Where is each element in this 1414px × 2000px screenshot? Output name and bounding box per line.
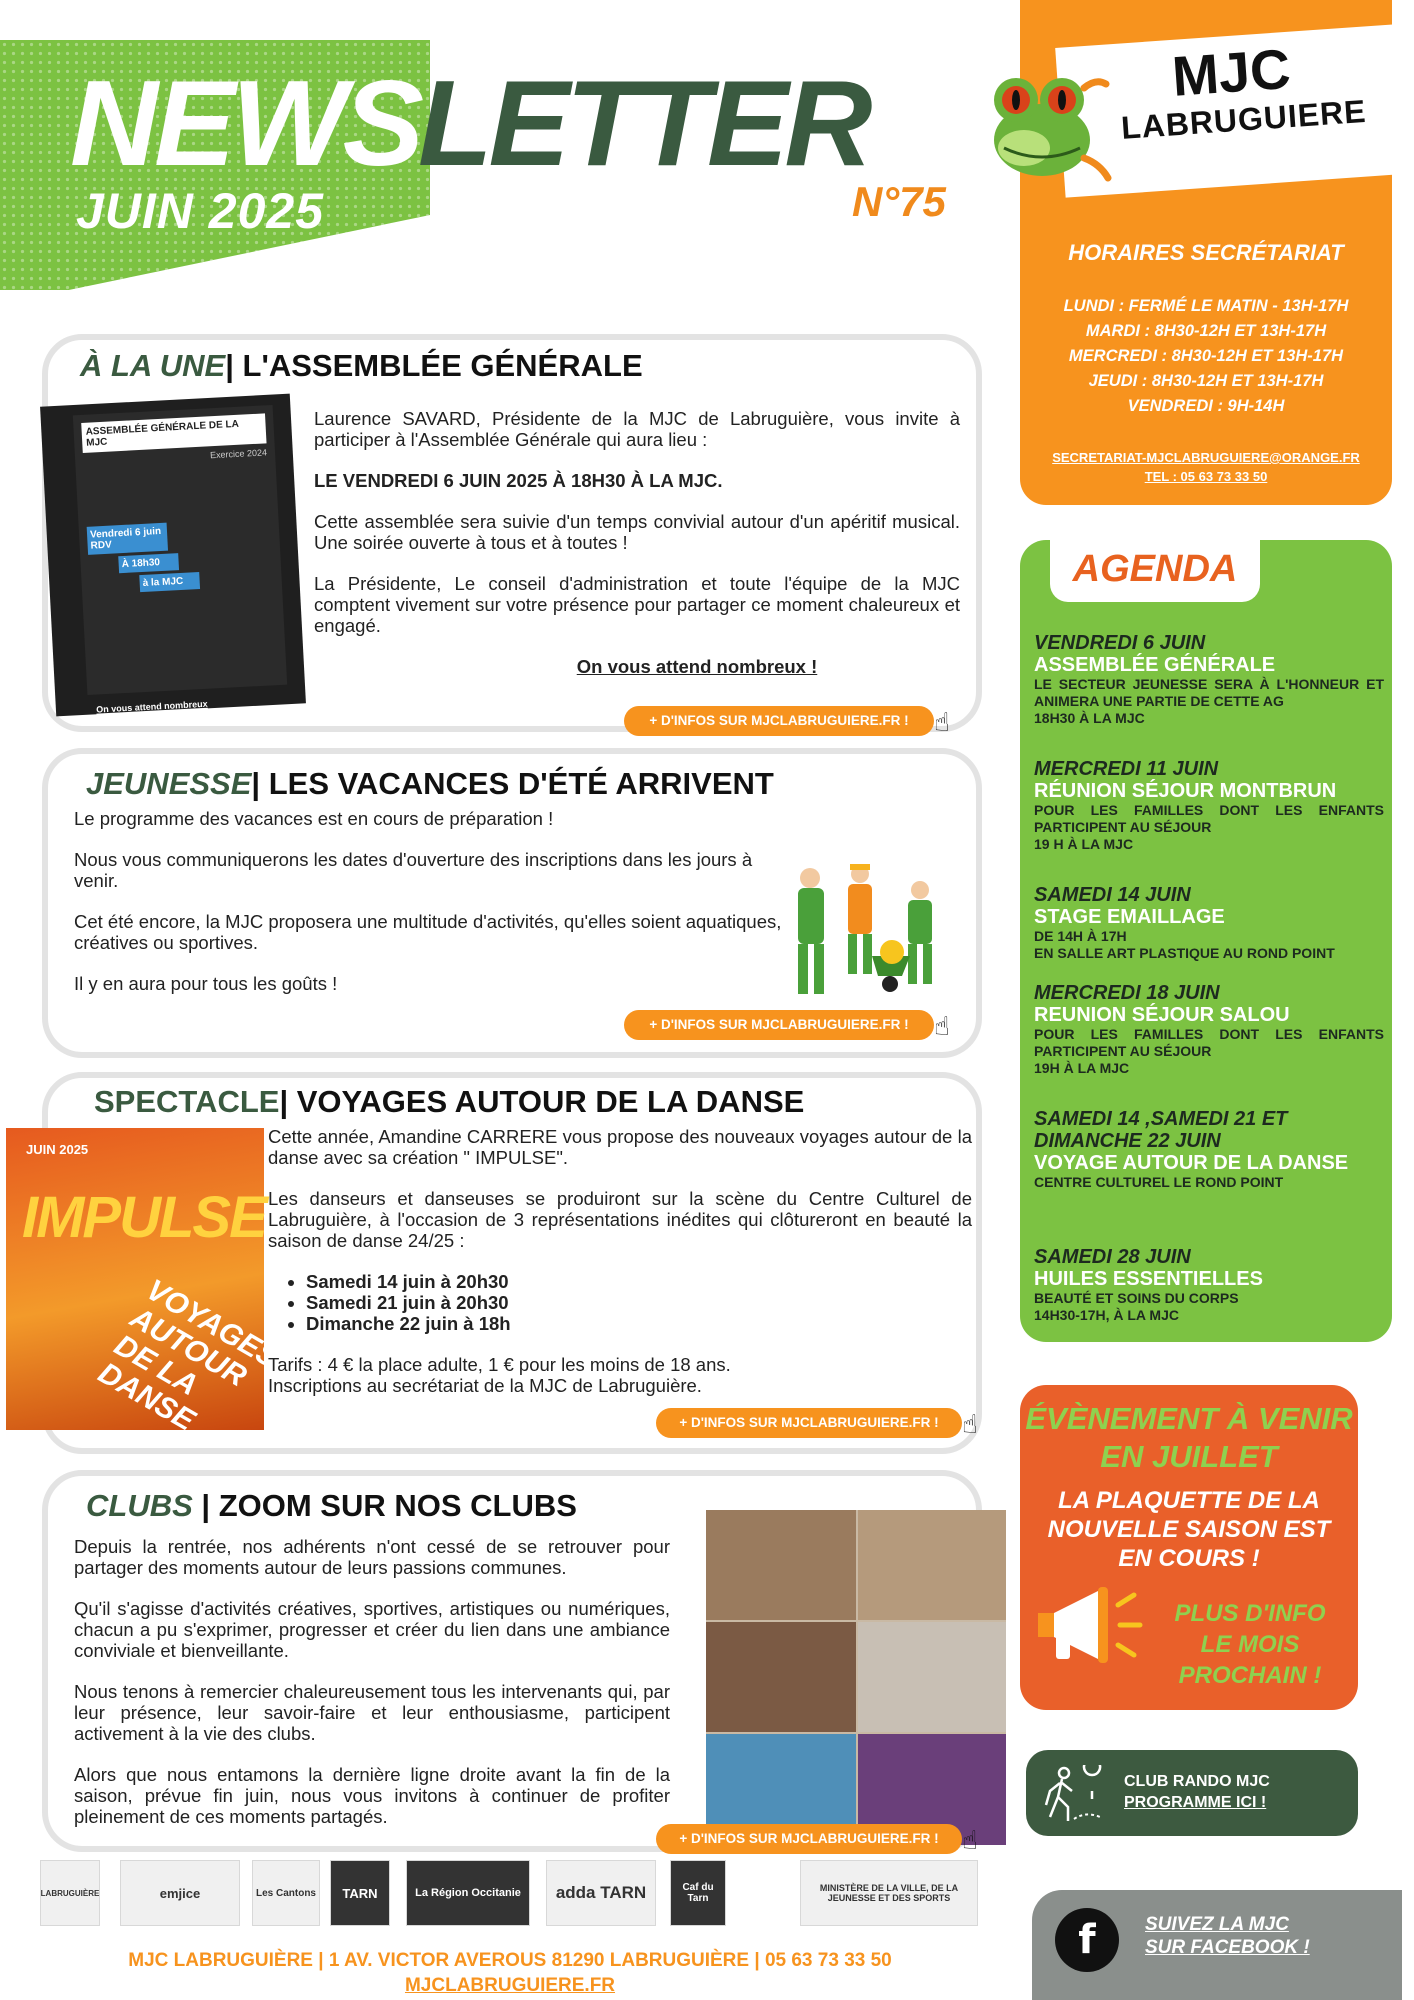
hours-line: JEUDI : 8H30-12H ET 13H-17H	[1088, 372, 1324, 390]
hours-line: MARDI : 8H30-12H ET 13H-17H	[1085, 322, 1327, 340]
megaphone-icon	[1030, 1575, 1150, 1675]
agenda-item-time: EN SALLE ART PLASTIQUE AU ROND POINT	[1034, 945, 1335, 961]
poster-name: IMPULSE	[22, 1185, 266, 1250]
paragraph: Nous tenons à remercier chaleureusement tous les intervenants qui, par leur présence, leur savoir-faire et leur enthousiasme, participent activement à la vie des clubs.	[74, 1681, 670, 1744]
agenda-item-time: 18H30 À LA MJC	[1034, 710, 1145, 726]
paragraph: Depuis la rentrée, nos adhérents n'ont cessé de se retrouver pour partager des moments autour de leurs passions communes.	[74, 1536, 670, 1578]
show-date: • Dimanche 22 juin à 18h	[306, 1313, 972, 1334]
facebook-link-line[interactable]: SUIVEZ LA MJC	[1145, 1914, 1289, 1935]
agenda-item-date: MERCREDI 11 JUIN	[1034, 758, 1219, 780]
secretariat-phone-link[interactable]: TEL : 05 63 73 33 50	[1144, 469, 1268, 484]
partner-logo: Les Cantons	[252, 1860, 320, 1926]
agenda-item-date: SAMEDI 28 JUIN	[1034, 1246, 1191, 1268]
partner-logo: LABRUGUIÈRE	[40, 1860, 100, 1926]
agenda-item	[1034, 1108, 1384, 1191]
paragraph: Il y en aura pour tous les goûts !	[74, 973, 338, 994]
poster-month: JUIN 2025	[26, 1142, 89, 1157]
partner-logo: Caf du Tarn	[670, 1860, 726, 1926]
poster-footer: On vous attend nombreux	[95, 698, 208, 715]
hours-line: VENDREDI : 9H-14H	[1127, 397, 1285, 415]
section-category: JEUNESSE	[86, 766, 252, 801]
section-clubs-title	[86, 1488, 577, 1524]
agenda-item	[1034, 632, 1384, 727]
partner-logos	[40, 1860, 980, 1930]
footer-website-link[interactable]: MJCLABRUGUIERE.FR	[404, 1975, 616, 1996]
section-spectacle-body	[268, 1126, 972, 1396]
clubs-photo-collage	[706, 1510, 1006, 1845]
section-une-body	[314, 408, 960, 697]
pointer-hand-icon: ☝	[962, 1826, 978, 1856]
section-heading: L'ASSEMBLÉE GÉNÉRALE	[242, 348, 643, 383]
brand-subtitle: LABRUGUIERE	[1120, 92, 1368, 146]
pointer-hand-icon: ☝	[934, 708, 950, 738]
poster-tagline: VOYAGES AUTOUR DE LA DANSE	[92, 1273, 284, 1438]
section-heading: ZOOM SUR NOS CLUBS	[218, 1488, 577, 1523]
newsletter-date: JUIN 2025	[76, 183, 325, 239]
paragraph: Laurence SAVARD, Présidente de la MJC de Labruguière, vous invite à participer à l'Assemblée Générale qui aura lieu :	[314, 408, 960, 450]
agenda-item-details: CENTRE CULTUREL LE ROND POINT	[1034, 1174, 1284, 1190]
paragraph: La Présidente, Le conseil d'administration et toute l'équipe de la MJC comptent vivement sur votre présence pour partager ce moment chaleureux et engagé.	[314, 573, 960, 636]
section-heading: LES VACANCES D'ÉTÉ ARRIVENT	[268, 766, 774, 801]
poster-rdv: Vendredi 6 juin RDV	[87, 523, 168, 555]
agenda-item-details: BEAUTÉ ET SOINS DU CORPS	[1034, 1290, 1239, 1306]
club-photo	[858, 1510, 1006, 1620]
newsletter-title-news: NEWS	[70, 55, 420, 191]
section-heading: VOYAGES AUTOUR DE LA DANSE	[296, 1084, 805, 1119]
club-rando-link[interactable]: PROGRAMME ICI !	[1124, 1794, 1267, 1811]
more-info-button[interactable]: + D'INFOS SUR MJCLABRUGUIERE.FR !	[624, 1010, 934, 1040]
pointer-hand-icon: ☝	[962, 1410, 978, 1440]
poster-place: à la MJC	[139, 572, 200, 592]
brand-title: MJC	[1170, 36, 1293, 108]
agenda-item-time: 19H À LA MJC	[1034, 1060, 1130, 1076]
show-date: • Samedi 14 juin à 20h30	[306, 1271, 972, 1292]
frog-mascot-icon	[964, 48, 1114, 198]
hours-line: MERCREDI : 8H30-12H ET 13H-17H	[1068, 347, 1344, 365]
paragraph: Les danseurs et danseuses se produiront sur la scène du Centre Culturel de Labruguière, à l'occasion de 3 représentations inédites qui clôtureront en beauté la saison de danse 24/25 :	[268, 1188, 972, 1251]
assembly-poster-content	[73, 405, 287, 715]
poster-time: À 18h30	[118, 553, 179, 573]
more-info-button[interactable]: + D'INFOS SUR MJCLABRUGUIERE.FR !	[656, 1824, 962, 1854]
section-category: À LA UNE	[80, 348, 226, 383]
facebook-link-line[interactable]: SUR FACEBOOK !	[1145, 1937, 1310, 1958]
paragraph-highlight: LE VENDREDI 6 JUIN 2025 À 18H30 À LA MJC.	[314, 470, 723, 491]
agenda-item-event: STAGE EMAILLAGE	[1034, 906, 1225, 928]
agenda-item-event: ASSEMBLÉE GÉNÉRALE	[1034, 654, 1276, 676]
section-clubs-body	[74, 1536, 670, 1847]
agenda-item-event: HUILES ESSENTIELLES	[1034, 1268, 1263, 1290]
paragraph-closing: On vous attend nombreux !	[576, 656, 818, 677]
agenda-item	[1034, 884, 1384, 962]
more-info-button[interactable]: + D'INFOS SUR MJCLABRUGUIERE.FR !	[656, 1408, 962, 1438]
hours-line: LUNDI : FERMÉ LE MATIN - 13H-17H	[1063, 297, 1349, 315]
title-separator: |	[251, 766, 269, 801]
upcoming-event-title: ÉVÈNEMENT À VENIR EN JUILLET	[1025, 1401, 1353, 1474]
paragraph: Cette assemblée sera suivie d'un temps convivial autour d'un apéritif musical. Une soirée ouverte à tous et à toutes !	[314, 511, 960, 553]
paragraph: Inscriptions au secrétariat de la MJC de Labruguière.	[268, 1375, 702, 1396]
poster-title: ASSEMBLÉE GÉNÉRALE DE LA MJC	[81, 413, 266, 453]
partner-logo: La Région Occitanie	[406, 1860, 530, 1926]
hiker-icon	[1040, 1765, 1110, 1825]
paragraph: Le programme des vacances est en cours de préparation !	[74, 808, 554, 829]
secretariat-email-link[interactable]: SECRETARIAT-MJCLABRUGUIERE@ORANGE.FR	[1052, 450, 1360, 465]
paragraph: Tarifs : 4 € la place adulte, 1 € pour les moins de 18 ans.	[268, 1354, 731, 1375]
club-photo	[706, 1622, 856, 1732]
section-jeunesse-title	[86, 766, 774, 802]
newsletter-issue-number: N°75	[852, 178, 946, 225]
paragraph: Alors que nous entamons la dernière ligne droite avant la fin de la saison, prévue fin juin, nous vous invitons à continuer de profiter pleinement de ces moments partagés.	[74, 1764, 670, 1827]
footer-address: MJC LABRUGUIÈRE | 1 AV. VICTOR AVEROUS 81290 LABRUGUIÈRE | 05 63 73 33 50	[128, 1950, 892, 1971]
secretariat-contact	[1030, 448, 1382, 486]
club-rando-title: CLUB RANDO MJC	[1124, 1773, 1270, 1790]
pointer-hand-icon: ☝	[934, 1012, 950, 1042]
show-dates-list	[306, 1271, 972, 1334]
agenda-item-date: SAMEDI 14 JUIN	[1034, 884, 1191, 906]
hours-title: HORAIRES SECRÉTARIAT	[1068, 240, 1344, 265]
agenda-item-date: MERCREDI 18 JUIN	[1034, 982, 1220, 1004]
paragraph: Nous vous communiquerons les dates d'ouverture des inscriptions dans les jours à venir.	[74, 849, 753, 891]
section-category: SPECTACLE	[94, 1084, 280, 1119]
section-une-title	[80, 348, 643, 384]
agenda-item-details: POUR LES FAMILLES DONT LES ENFANTS PARTICIPENT AU SÉJOUR	[1034, 1026, 1384, 1059]
workers-illustration-icon	[780, 860, 960, 1000]
partner-logo: MINISTÈRE DE LA VILLE, DE LA JEUNESSE ET DES SPORTS	[800, 1860, 978, 1926]
agenda-item-event: VOYAGE AUTOUR DE LA DANSE	[1034, 1152, 1349, 1174]
impulse-poster	[6, 1128, 284, 1438]
title-separator: |	[225, 348, 243, 383]
club-rando-label	[1124, 1771, 1270, 1813]
paragraph: Cette année, Amandine CARRERE vous propose des nouveaux voyages autour de la danse avec sa création " IMPULSE".	[268, 1126, 972, 1168]
paragraph: Cet été encore, la MJC proposera une multitude d'activités, qu'elles soient aquatiques, créatives ou sportives.	[74, 911, 782, 953]
agenda-item-event: REUNION SÉJOUR SALOU	[1034, 1004, 1290, 1026]
agenda-item-event: RÉUNION SÉJOUR MONTBRUN	[1034, 780, 1337, 802]
section-category: CLUBS	[86, 1488, 193, 1523]
title-separator: |	[279, 1084, 297, 1119]
section-spectacle-title	[94, 1084, 804, 1120]
agenda-item-time: 19 H À LA MJC	[1034, 836, 1134, 852]
poster-year: Exercice 2024	[209, 447, 268, 461]
upcoming-event-more: PLUS D'INFO LE MOIS PROCHAIN !	[1174, 1600, 1326, 1689]
more-info-button[interactable]: + D'INFOS SUR MJCLABRUGUIERE.FR !	[624, 706, 934, 736]
agenda-item-time: 14H30-17H, À LA MJC	[1034, 1307, 1179, 1323]
agenda-item	[1034, 758, 1384, 853]
partner-logo: emjice	[120, 1860, 240, 1926]
agenda-item-details: POUR LES FAMILLES DONT LES ENFANTS PARTICIPENT AU SÉJOUR	[1034, 802, 1384, 835]
agenda-item-details: LE SECTEUR JEUNESSE SERA À L'HONNEUR ET ANIMERA UNE PARTIE DE CETTE AG	[1034, 676, 1384, 709]
agenda-item-date: SAMEDI 14 ,SAMEDI 21 ET DIMANCHE 22 JUIN	[1034, 1108, 1288, 1152]
paragraph: Qu'il s'agisse d'activités créatives, sportives, artistiques ou numériques, chacun a pu s'exprimer, progresser et créer du lien dans une ambiance conviviale et bienveillante.	[74, 1598, 670, 1661]
title-separator: |	[192, 1488, 219, 1523]
facebook-icon[interactable]: f	[1055, 1908, 1119, 1972]
agenda-item-date: VENDREDI 6 JUIN	[1034, 632, 1206, 654]
club-photo	[858, 1622, 1006, 1732]
agenda-item	[1034, 1246, 1384, 1324]
newsletter-title-letter: LETTER	[418, 55, 869, 191]
agenda-title: AGENDA	[1072, 548, 1238, 590]
agenda-item-details: DE 14H À 17H	[1034, 928, 1127, 944]
partner-logo: adda TARN	[546, 1860, 656, 1926]
section-jeunesse-body	[74, 808, 784, 1014]
hours-list	[1030, 294, 1382, 419]
facebook-link[interactable]	[1145, 1913, 1310, 1959]
upcoming-event-subtitle: LA PLAQUETTE DE LA NOUVELLE SAISON EST EN COURS !	[1047, 1487, 1331, 1572]
club-photo	[706, 1510, 856, 1620]
show-date: • Samedi 21 juin à 20h30	[306, 1292, 972, 1313]
partner-logo: TARN	[330, 1860, 390, 1926]
agenda-item	[1034, 982, 1384, 1077]
